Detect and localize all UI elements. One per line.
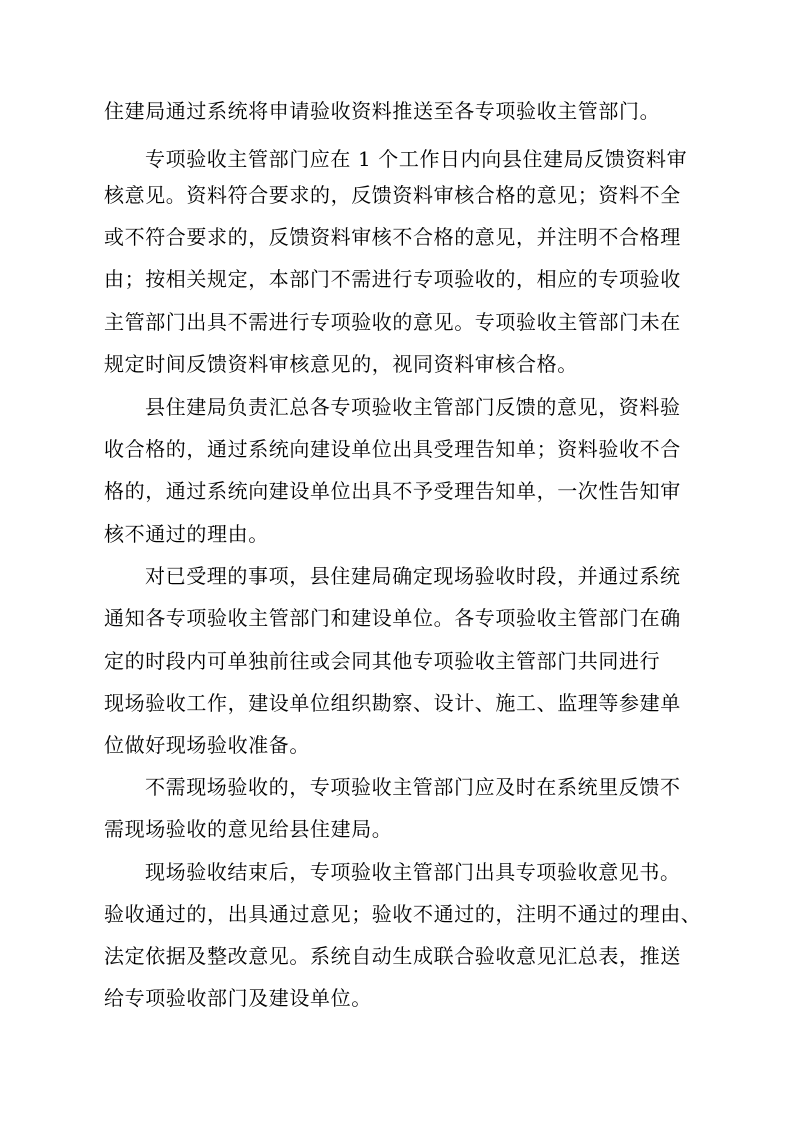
text-line: 核意见。资料符合要求的，反馈资料审核合格的意见；资料不全: [104, 183, 681, 207]
text-line: 验收通过的，出具通过意见；验收不通过的，注明不通过的理由、: [104, 902, 702, 926]
text-line: 或不符合要求的，反馈资料审核不合格的意见，并注明不合格理: [104, 225, 681, 249]
text-line: 定的时段内可单独前往或会同其他专项验收主管部门共同进行: [104, 649, 661, 673]
text-line: 法定依据及整改意见。系统自动生成联合验收意见汇总表，推送: [104, 944, 681, 968]
text-line: 通知各专项验收主管部门和建设单位。各专项验收主管部门在确: [104, 606, 681, 630]
text-line: 需现场验收的意见给县住建局。: [104, 817, 393, 841]
paragraph-first-line: 不需现场验收的，专项验收主管部门应及时在系统里反馈不: [145, 775, 681, 799]
text-line: 给专项验收部门及建设单位。: [104, 986, 372, 1010]
text-line: 住建局通过系统将申请验收资料推送至各专项验收主管部门。: [104, 99, 661, 123]
paragraph-first-line: 县住建局负责汇总各专项验收主管部门反馈的意见，资料验: [145, 395, 681, 419]
text-line: 由；按相关规定，本部门不需进行专项验收的，相应的专项验收: [104, 267, 681, 291]
text-line: 位做好现场验收准备。: [104, 733, 310, 757]
text-line: 主管部门出具不需进行专项验收的意见。专项验收主管部门未在: [104, 310, 681, 334]
text-line: 规定时间反馈资料审核意见的，视同资料审核合格。: [104, 352, 578, 376]
paragraph-first-line: 对已受理的事项，县住建局确定现场验收时段，并通过系统: [145, 564, 681, 588]
paragraph-first-line: 专项验收主管部门应在 1 个工作日内向县住建局反馈资料审: [145, 147, 688, 171]
text-line: 现场验收工作，建设单位组织勘察、设计、施工、监理等参建单: [104, 691, 681, 715]
text-line: 格的，通过系统向建设单位出具不予受理告知单，一次性告知审: [104, 479, 681, 503]
paragraph-first-line: 现场验收结束后，专项验收主管部门出具专项验收意见书。: [145, 860, 681, 884]
text-line: 收合格的，通过系统向建设单位出具受理告知单；资料验收不合: [104, 437, 681, 461]
text-line: 核不通过的理由。: [104, 522, 269, 546]
